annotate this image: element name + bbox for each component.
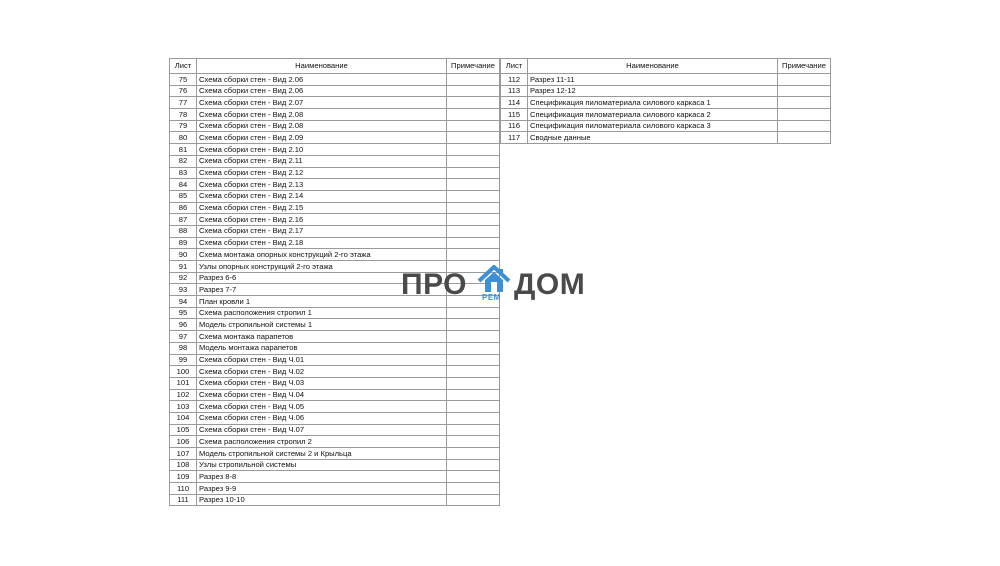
- cell-note: [447, 448, 500, 460]
- cell-note: [447, 342, 500, 354]
- cell-sheet-number: 86: [170, 202, 197, 214]
- table-row: [170, 237, 500, 249]
- column-header-sheet: Лист: [170, 59, 197, 74]
- cell-note: [447, 471, 500, 483]
- cell-note: [447, 167, 500, 179]
- cell-note: [447, 483, 500, 495]
- cell-sheet-name: Схема сборки стен - Вид 2.07: [197, 97, 447, 109]
- cell-sheet-number: 92: [170, 272, 197, 284]
- cell-sheet-name: Схема сборки стен - Вид Ч.04: [197, 389, 447, 401]
- watermark-text-right: ДОМ: [514, 268, 586, 301]
- table-row: [170, 85, 500, 97]
- cell-sheet-name: Схема сборки стен - Вид 2.08: [197, 109, 447, 121]
- table-row: [170, 307, 500, 319]
- cell-sheet-number: 79: [170, 120, 197, 132]
- table-body-right: [501, 74, 831, 144]
- cell-sheet-name: Схема сборки стен - Вид 2.09: [197, 132, 447, 144]
- cell-sheet-number: 91: [170, 261, 197, 273]
- cell-sheet-number: 76: [170, 85, 197, 97]
- cell-sheet-name: Схема сборки стен - Вид 2.13: [197, 179, 447, 191]
- cell-sheet-name: Разрез 6-6: [197, 272, 447, 284]
- cell-sheet-number: 88: [170, 225, 197, 237]
- table-row: [170, 155, 500, 167]
- cell-note: [447, 85, 500, 97]
- cell-sheet-name: Схема сборки стен - Вид Ч.05: [197, 401, 447, 413]
- table-row: [170, 494, 500, 506]
- cell-sheet-name: План кровли 1: [197, 296, 447, 308]
- cell-sheet-number: 80: [170, 132, 197, 144]
- cell-sheet-number: 106: [170, 436, 197, 448]
- cell-sheet-number: 75: [170, 74, 197, 86]
- cell-sheet-name: Модель стропильной системы 1: [197, 319, 447, 331]
- table-header-row: [501, 59, 831, 74]
- cell-sheet-name: Схема сборки стен - Вид 2.12: [197, 167, 447, 179]
- cell-sheet-name: Разрез 9-9: [197, 483, 447, 495]
- cell-sheet-name: Схема сборки стен - Вид Ч.07: [197, 424, 447, 436]
- table-row: [501, 97, 831, 109]
- cell-note: [447, 424, 500, 436]
- cell-note: [447, 97, 500, 109]
- table-row: [501, 74, 831, 86]
- cell-sheet-number: 100: [170, 366, 197, 378]
- cell-sheet-number: 117: [501, 132, 528, 144]
- cell-sheet-name: Схема сборки стен - Вид Ч.01: [197, 354, 447, 366]
- column-header-note: Примечание: [447, 59, 500, 74]
- cell-sheet-name: Схема сборки стен - Вид Ч.02: [197, 366, 447, 378]
- cell-note: [447, 249, 500, 261]
- table-row: [170, 97, 500, 109]
- cell-sheet-number: 97: [170, 331, 197, 343]
- cell-sheet-name: Схема сборки стен - Вид 2.11: [197, 155, 447, 167]
- cell-sheet-number: 83: [170, 167, 197, 179]
- table-row: [170, 120, 500, 132]
- cell-sheet-name: Схема сборки стен - Вид 2.16: [197, 214, 447, 226]
- cell-sheet-number: 101: [170, 377, 197, 389]
- table-row: [501, 132, 831, 144]
- cell-sheet-name: Схема сборки стен - Вид 2.06: [197, 85, 447, 97]
- table-row: [170, 389, 500, 401]
- cell-sheet-number: 105: [170, 424, 197, 436]
- table-row: [501, 85, 831, 97]
- cell-sheet-name: Схема сборки стен - Вид 2.17: [197, 225, 447, 237]
- table-row: [170, 459, 500, 471]
- cell-note: [447, 354, 500, 366]
- cell-sheet-number: 112: [501, 74, 528, 86]
- table-row: [170, 144, 500, 156]
- cell-note: [447, 237, 500, 249]
- cell-sheet-number: 93: [170, 284, 197, 296]
- cell-sheet-name: Схема монтажа опорных конструкций 2-го этажа: [197, 249, 447, 261]
- cell-sheet-name: Схема сборки стен - Вид 2.18: [197, 237, 447, 249]
- cell-sheet-number: 81: [170, 144, 197, 156]
- table-row: [170, 109, 500, 121]
- table-row: [170, 354, 500, 366]
- cell-note: [447, 494, 500, 506]
- table-row: [170, 471, 500, 483]
- cell-note: [447, 202, 500, 214]
- cell-sheet-name: Схема сборки стен - Вид Ч.03: [197, 377, 447, 389]
- cell-note: [447, 377, 500, 389]
- cell-sheet-name: Спецификация пиломатериала силового каркаса 3: [528, 120, 778, 132]
- cell-note: [447, 459, 500, 471]
- cell-sheet-name: Модель стропильной системы 2 и Крыльца: [197, 448, 447, 460]
- cell-note: [447, 331, 500, 343]
- cell-sheet-number: 96: [170, 319, 197, 331]
- table-row: [170, 190, 500, 202]
- cell-note: [447, 155, 500, 167]
- table-row: [170, 202, 500, 214]
- cell-sheet-name: Спецификация пиломатериала силового каркаса 2: [528, 109, 778, 121]
- cell-sheet-name: Спецификация пиломатериала силового каркаса 1: [528, 97, 778, 109]
- cell-note: [778, 109, 831, 121]
- cell-sheet-name: Разрез 7-7: [197, 284, 447, 296]
- cell-note: [778, 97, 831, 109]
- column-header-note: Примечание: [778, 59, 831, 74]
- table-row: [170, 448, 500, 460]
- cell-note: [447, 225, 500, 237]
- table-row: [170, 342, 500, 354]
- table-row: [170, 424, 500, 436]
- cell-note: [778, 74, 831, 86]
- column-header-sheet: Лист: [501, 59, 528, 74]
- cell-sheet-number: 89: [170, 237, 197, 249]
- cell-sheet-name: Схема сборки стен - Вид 2.10: [197, 144, 447, 156]
- table-row: [170, 179, 500, 191]
- cell-sheet-number: 114: [501, 97, 528, 109]
- cell-note: [447, 366, 500, 378]
- cell-sheet-number: 115: [501, 109, 528, 121]
- cell-sheet-name: Сводные данные: [528, 132, 778, 144]
- cell-sheet-number: 94: [170, 296, 197, 308]
- cell-note: [447, 132, 500, 144]
- cell-sheet-number: 85: [170, 190, 197, 202]
- cell-note: [447, 412, 500, 424]
- cell-sheet-number: 111: [170, 494, 197, 506]
- cell-sheet-number: 108: [170, 459, 197, 471]
- table-row: [170, 331, 500, 343]
- cell-sheet-name: Разрез 11-11: [528, 74, 778, 86]
- cell-sheet-number: 103: [170, 401, 197, 413]
- cell-sheet-number: 109: [170, 471, 197, 483]
- cell-sheet-name: Узлы стропильной системы: [197, 459, 447, 471]
- table-row: [170, 249, 500, 261]
- cell-sheet-name: Схема сборки стен - Вид 2.15: [197, 202, 447, 214]
- cell-sheet-number: 78: [170, 109, 197, 121]
- table-row: [170, 483, 500, 495]
- cell-sheet-name: Схема расположения стропил 1: [197, 307, 447, 319]
- cell-note: [447, 144, 500, 156]
- cell-sheet-number: 116: [501, 120, 528, 132]
- cell-sheet-name: Схема сборки стен - Вид 2.14: [197, 190, 447, 202]
- table-row: [170, 401, 500, 413]
- cell-note: [778, 85, 831, 97]
- table-row: [501, 109, 831, 121]
- table-row: [170, 214, 500, 226]
- cell-sheet-number: 95: [170, 307, 197, 319]
- table-row: [170, 377, 500, 389]
- table-row: [170, 167, 500, 179]
- table-row: [170, 412, 500, 424]
- cell-sheet-number: 113: [501, 85, 528, 97]
- cell-sheet-name: Разрез 12-12: [528, 85, 778, 97]
- sheet-list-table-right: [500, 58, 831, 144]
- cell-sheet-name: Схема сборки стен - Вид 2.06: [197, 74, 447, 86]
- cell-sheet-name: Разрез 10-10: [197, 494, 447, 506]
- cell-sheet-number: 98: [170, 342, 197, 354]
- table-header-row: [170, 59, 500, 74]
- table-row: [501, 120, 831, 132]
- table-row: [170, 225, 500, 237]
- column-header-name: Наименование: [528, 59, 778, 74]
- cell-note: [447, 120, 500, 132]
- cell-note: [447, 389, 500, 401]
- cell-note: [447, 319, 500, 331]
- column-header-name: Наименование: [197, 59, 447, 74]
- cell-sheet-number: 99: [170, 354, 197, 366]
- cell-note: [447, 179, 500, 191]
- cell-sheet-number: 102: [170, 389, 197, 401]
- cell-note: [447, 401, 500, 413]
- cell-note: [778, 132, 831, 144]
- table-row: [170, 74, 500, 86]
- cell-note: [447, 190, 500, 202]
- watermark-logo: [398, 264, 603, 304]
- cell-sheet-name: Модель монтажа парапетов: [197, 342, 447, 354]
- cell-note: [778, 120, 831, 132]
- cell-note: [447, 436, 500, 448]
- cell-sheet-number: 104: [170, 412, 197, 424]
- cell-sheet-name: Схема расположения стропил 2: [197, 436, 447, 448]
- cell-sheet-number: 82: [170, 155, 197, 167]
- cell-sheet-name: Схема сборки стен - Вид Ч.06: [197, 412, 447, 424]
- cell-sheet-name: Разрез 8-8: [197, 471, 447, 483]
- cell-note: [447, 74, 500, 86]
- cell-sheet-name: Схема монтажа парапетов: [197, 331, 447, 343]
- cell-note: [447, 307, 500, 319]
- cell-sheet-number: 87: [170, 214, 197, 226]
- cell-note: [447, 214, 500, 226]
- table-row: [170, 366, 500, 378]
- watermark-subtext: РЕМ: [482, 293, 501, 302]
- table-row: [170, 436, 500, 448]
- cell-sheet-number: 77: [170, 97, 197, 109]
- cell-note: [447, 109, 500, 121]
- table-row: [170, 132, 500, 144]
- watermark-text-left: ПРО: [401, 268, 468, 301]
- table-row: [170, 319, 500, 331]
- cell-sheet-name: Схема сборки стен - Вид 2.08: [197, 120, 447, 132]
- cell-sheet-number: 90: [170, 249, 197, 261]
- cell-sheet-number: 107: [170, 448, 197, 460]
- cell-sheet-number: 110: [170, 483, 197, 495]
- cell-sheet-name: Узлы опорных конструкций 2-го этажа: [197, 261, 447, 273]
- cell-sheet-number: 84: [170, 179, 197, 191]
